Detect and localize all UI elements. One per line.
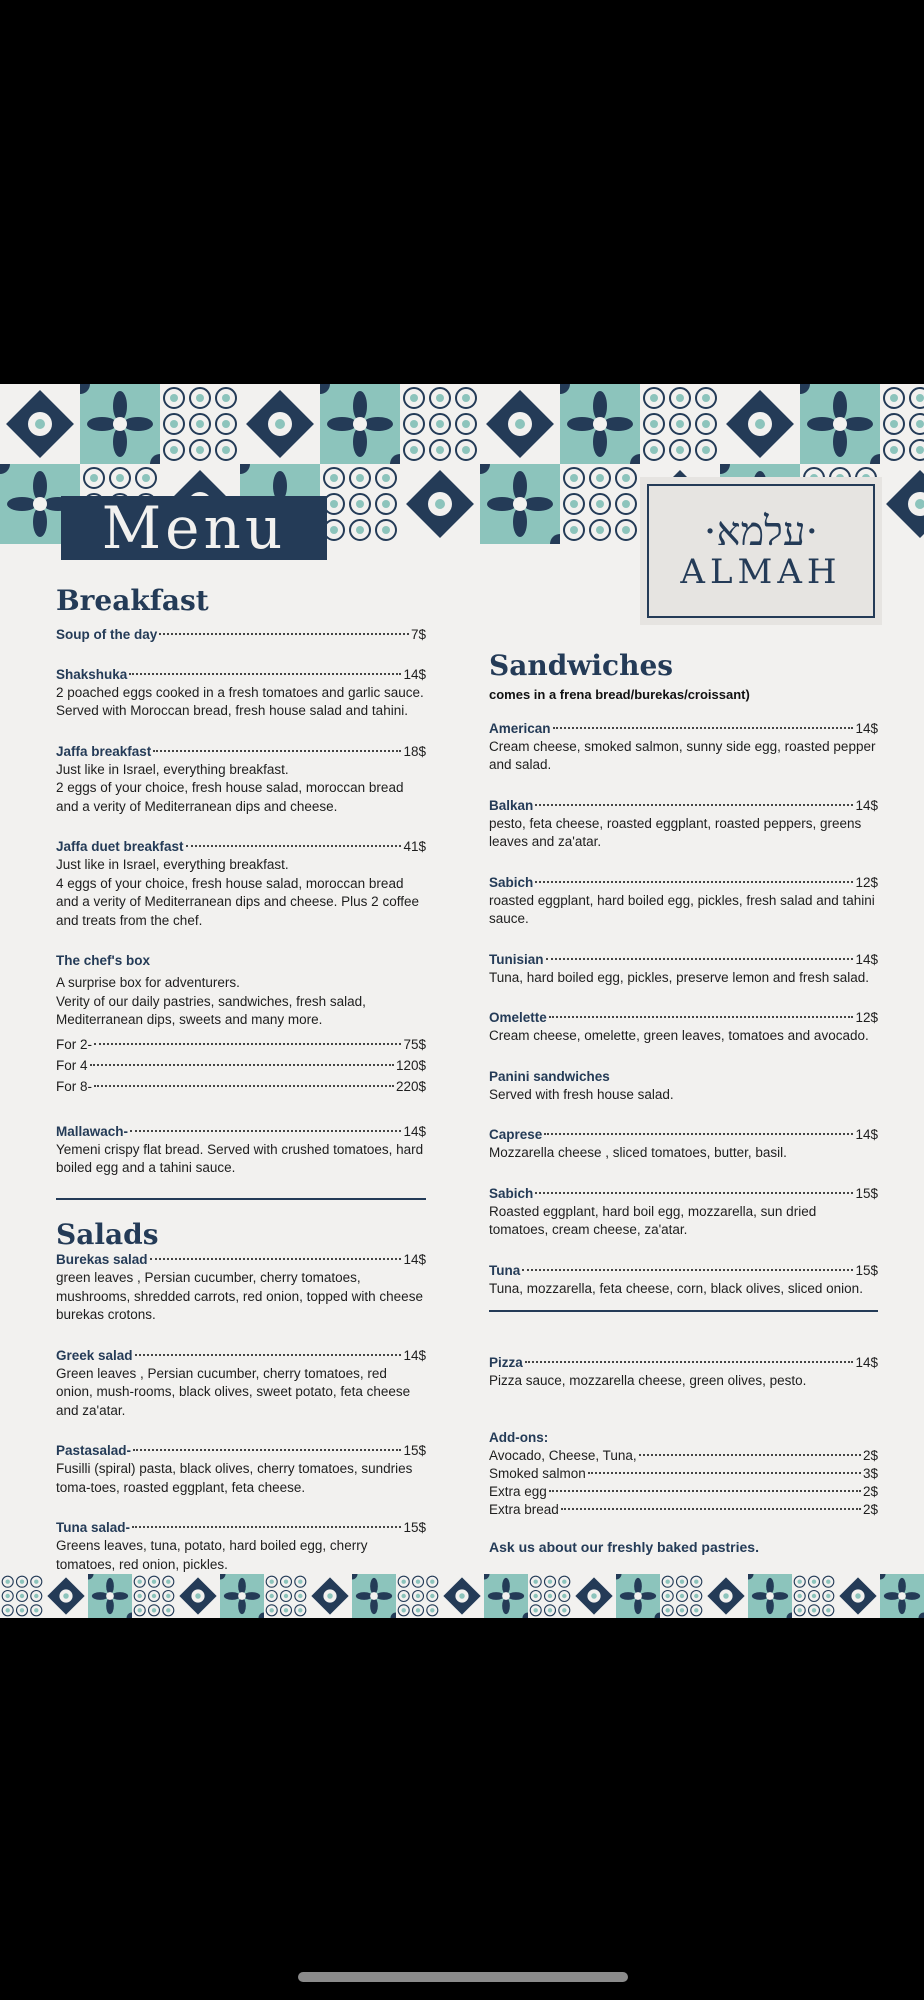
menu-item	[489, 1009, 878, 1046]
item-description: Tuna, mozzarella, feta cheese, corn, black olives, sliced onion.	[489, 1280, 863, 1296]
pastries-note: Ask us about our freshly baked pastries.	[489, 1538, 759, 1555]
tile-pattern-icon	[320, 464, 400, 544]
tile-pattern-icon	[720, 384, 800, 464]
section-divider	[489, 1310, 878, 1312]
item-price: 18$	[403, 743, 426, 759]
tile-pattern-icon	[220, 1574, 264, 1618]
item-name: Tuna	[489, 1262, 521, 1278]
menu-item	[489, 1185, 878, 1240]
tile-pattern-icon	[0, 1574, 44, 1618]
item-name: The chef's box	[56, 953, 150, 969]
item-price: 14$	[855, 1355, 878, 1371]
item-price: 14$	[855, 1127, 878, 1143]
panini-description: Served with fresh house salad.	[489, 1086, 674, 1102]
item-description: 2 poached eggs cooked in a fresh tomatoes and garlic sauce.	[56, 684, 424, 700]
menu-item	[489, 951, 878, 988]
tile-pattern-icon	[616, 1574, 660, 1618]
tile-pattern-icon	[44, 1574, 88, 1618]
section-divider	[56, 1198, 426, 1200]
option-label: For 8-	[56, 1078, 93, 1094]
item-name: Pastasalad-	[56, 1443, 132, 1459]
menu-item	[56, 1442, 426, 1497]
item-description: Just like in Israel, everything breakfast.	[56, 761, 289, 777]
option-label: For 2-	[56, 1036, 93, 1052]
option-price: 75$	[403, 1036, 426, 1052]
menu-item	[489, 874, 878, 929]
menu-item	[489, 1126, 878, 1163]
tile-pattern-icon	[176, 1574, 220, 1618]
menu-item	[56, 743, 426, 817]
tile-pattern-icon	[80, 384, 160, 464]
tile-pattern-icon	[160, 384, 240, 464]
item-name: Soup of the day	[56, 626, 158, 642]
almah-logo	[640, 477, 882, 625]
tile-border-bottom	[0, 1574, 924, 1618]
addon-price: 2$	[862, 1447, 878, 1463]
panini-header	[489, 1068, 878, 1105]
addon-price: 3$	[862, 1465, 878, 1481]
tile-pattern-icon	[352, 1574, 396, 1618]
tile-pattern-icon	[308, 1574, 352, 1618]
tile-pattern-icon	[560, 384, 640, 464]
option-price: 120$	[395, 1057, 426, 1073]
menu-item	[56, 838, 426, 930]
item-description: roasted eggplant, hard boiled egg, pickles, fresh salad and tahini sauce.	[489, 892, 875, 927]
item-description: Served with Moroccan bread, fresh house salad and tahini.	[56, 703, 408, 719]
tile-pattern-icon	[704, 1574, 748, 1618]
addon-label: Extra egg	[489, 1483, 547, 1499]
item-price: 14$	[855, 951, 878, 967]
item-description: 2 eggs of your choice, fresh house salad, moroccan bread and a verity of Mediterranean dips and cheese.	[56, 780, 404, 814]
addon-price: 2$	[862, 1501, 878, 1517]
item-name: Burekas salad	[56, 1252, 148, 1268]
item-name: Omelette	[489, 1010, 547, 1026]
tile-pattern-icon	[792, 1574, 836, 1618]
item-name: Jaffa duet breakfast	[56, 839, 184, 855]
tile-pattern-icon	[400, 384, 480, 464]
item-description: Greens leaves, tuna, potato, hard boiled egg, cherry tomatoes, red onion, pickles.	[56, 1538, 368, 1572]
item-description: Pizza sauce, mozzarella cheese, green olives, pesto.	[489, 1373, 807, 1389]
item-description: Tuna, hard boiled egg, pickles, preserve lemon and fresh salad.	[489, 969, 869, 985]
item-name: Mallawach-	[56, 1123, 129, 1139]
item-name: Tuna salad-	[56, 1520, 131, 1536]
item-price: 12$	[855, 1010, 878, 1026]
item-price: 15$	[855, 1262, 878, 1278]
addons	[489, 1429, 878, 1519]
menu-item	[56, 1347, 426, 1421]
menu-item	[56, 666, 426, 721]
tile-pattern-icon	[480, 464, 560, 544]
addon-label: Smoked salmon	[489, 1465, 586, 1481]
tile-pattern-icon	[264, 1574, 308, 1618]
item-name: Caprese	[489, 1127, 543, 1143]
home-indicator[interactable]	[298, 1972, 628, 1982]
item-description: Verity of our daily pastries, sandwiches, fresh salad, Mediterranean dips, sweets and many more.	[56, 993, 366, 1028]
logo-frame	[647, 484, 875, 618]
tile-pattern-icon	[88, 1574, 132, 1618]
menu-item	[56, 1251, 426, 1325]
tile-pattern-icon	[528, 1574, 572, 1618]
menu-banner: Menu	[61, 496, 327, 560]
item-name: Shakshuka	[56, 666, 128, 682]
item-price: 14$	[403, 666, 426, 682]
item-description: Just like in Israel, everything breakfast.	[56, 857, 289, 873]
item-description: pesto, feta cheese, roasted eggplant, roasted peppers, greens leaves and za'atar.	[489, 815, 862, 850]
item-price: 14$	[855, 797, 878, 813]
right-column	[489, 649, 878, 1555]
chefs-box	[56, 952, 426, 1097]
tile-border-top	[0, 384, 924, 464]
tile-pattern-icon	[440, 1574, 484, 1618]
item-name: Balkan	[489, 797, 534, 813]
item-name: Jaffa breakfast	[56, 743, 152, 759]
item-name: Tunisian	[489, 951, 544, 967]
option-price: 220$	[395, 1078, 426, 1094]
tile-pattern-icon	[640, 384, 720, 464]
tile-pattern-icon	[836, 1574, 880, 1618]
salads-title: Salads	[56, 1217, 159, 1251]
item-description: A surprise box for adventurers.	[56, 975, 240, 991]
tile-pattern-icon	[880, 1574, 924, 1618]
item-description: Yemeni crispy flat bread. Served with crushed tomatoes, hard boiled egg and a tahini sauce.	[56, 1141, 424, 1176]
item-description: 4 eggs of your choice, fresh house salad, moroccan bread and a verity of Mediterranean dips and cheese. Plus 2 coffee and treats from the chef.	[56, 875, 419, 928]
menu-item	[56, 626, 426, 644]
breakfast-title: Breakfast	[56, 584, 209, 617]
item-price: 12$	[855, 874, 878, 890]
menu-item	[56, 1519, 426, 1574]
item-description: Green leaves , Persian cucumber, cherry tomatoes, red onion, mush-rooms, black olives, sweet potato, feta cheese and za'atar.	[56, 1365, 411, 1418]
left-column	[56, 584, 426, 1574]
sandwiches-title: Sandwiches	[489, 649, 674, 682]
menu-item	[56, 1123, 426, 1178]
menu-sheet	[0, 384, 924, 1618]
tile-pattern-icon	[240, 384, 320, 464]
menu-item	[489, 797, 878, 852]
tile-pattern-icon	[400, 464, 480, 544]
addon-price: 2$	[862, 1483, 878, 1499]
item-description: Cream cheese, smoked salmon, sunny side egg, roasted pepper and salad.	[489, 738, 876, 773]
panini-title: Panini sandwiches	[489, 1068, 610, 1084]
item-price: 14$	[855, 720, 878, 736]
addon-label: Avocado, Cheese, Tuna,	[489, 1447, 637, 1463]
tile-pattern-icon	[320, 384, 400, 464]
item-name: Pizza	[489, 1355, 523, 1371]
item-price: 14$	[403, 1347, 426, 1363]
option-label: For 4	[56, 1057, 88, 1073]
item-description: Roasted eggplant, hard boil egg, mozzarella, sun dried tomatoes, cream cheese, za'atar.	[489, 1203, 817, 1238]
tile-pattern-icon	[396, 1574, 440, 1618]
addons-title: Add-ons:	[489, 1429, 549, 1445]
tile-pattern-icon	[480, 384, 560, 464]
tile-pattern-icon	[560, 464, 640, 544]
logo-hebrew-text: ·עלמא·	[703, 509, 819, 556]
tile-pattern-icon	[484, 1574, 528, 1618]
item-price: 14$	[403, 1123, 426, 1139]
item-price: 14$	[403, 1252, 426, 1268]
menu-item	[489, 1262, 878, 1299]
item-description: Fusilli (spiral) pasta, black olives, cherry tomatoes, sundries toma-toes, roasted eggplant, feta cheese.	[56, 1461, 413, 1495]
pizza-item	[489, 1354, 878, 1391]
item-description: Mozzarella cheese , sliced tomatoes, butter, basil.	[489, 1145, 787, 1161]
tile-pattern-icon	[660, 1574, 704, 1618]
item-name: American	[489, 720, 551, 736]
item-description: green leaves , Persian cucumber, cherry tomatoes, mushrooms, shredded carrots, red onion, topped with cheese burekas crotons.	[56, 1270, 423, 1323]
item-name: Sabich	[489, 1185, 534, 1201]
item-price: 15$	[403, 1443, 426, 1459]
addon-label: Extra bread	[489, 1501, 559, 1517]
tile-pattern-icon	[748, 1574, 792, 1618]
item-price: 7$	[410, 626, 426, 642]
logo-latin-text: ALMAH	[680, 552, 842, 593]
item-price: 41$	[403, 839, 426, 855]
item-name: Greek salad	[56, 1347, 133, 1363]
item-price: 15$	[855, 1185, 878, 1201]
item-name: Sabich	[489, 874, 534, 890]
menu-item	[489, 720, 878, 775]
sandwiches-subtitle: comes in a frena bread/burekas/croissant)	[489, 686, 750, 702]
tile-pattern-icon	[572, 1574, 616, 1618]
tile-pattern-icon	[880, 464, 924, 544]
tile-pattern-icon	[0, 384, 80, 464]
tile-pattern-icon	[132, 1574, 176, 1618]
tile-pattern-icon	[880, 384, 924, 464]
item-description: Cream cheese, omelette, green leaves, tomatoes and avocado.	[489, 1028, 869, 1044]
item-price: 15$	[403, 1520, 426, 1536]
tile-pattern-icon	[800, 384, 880, 464]
